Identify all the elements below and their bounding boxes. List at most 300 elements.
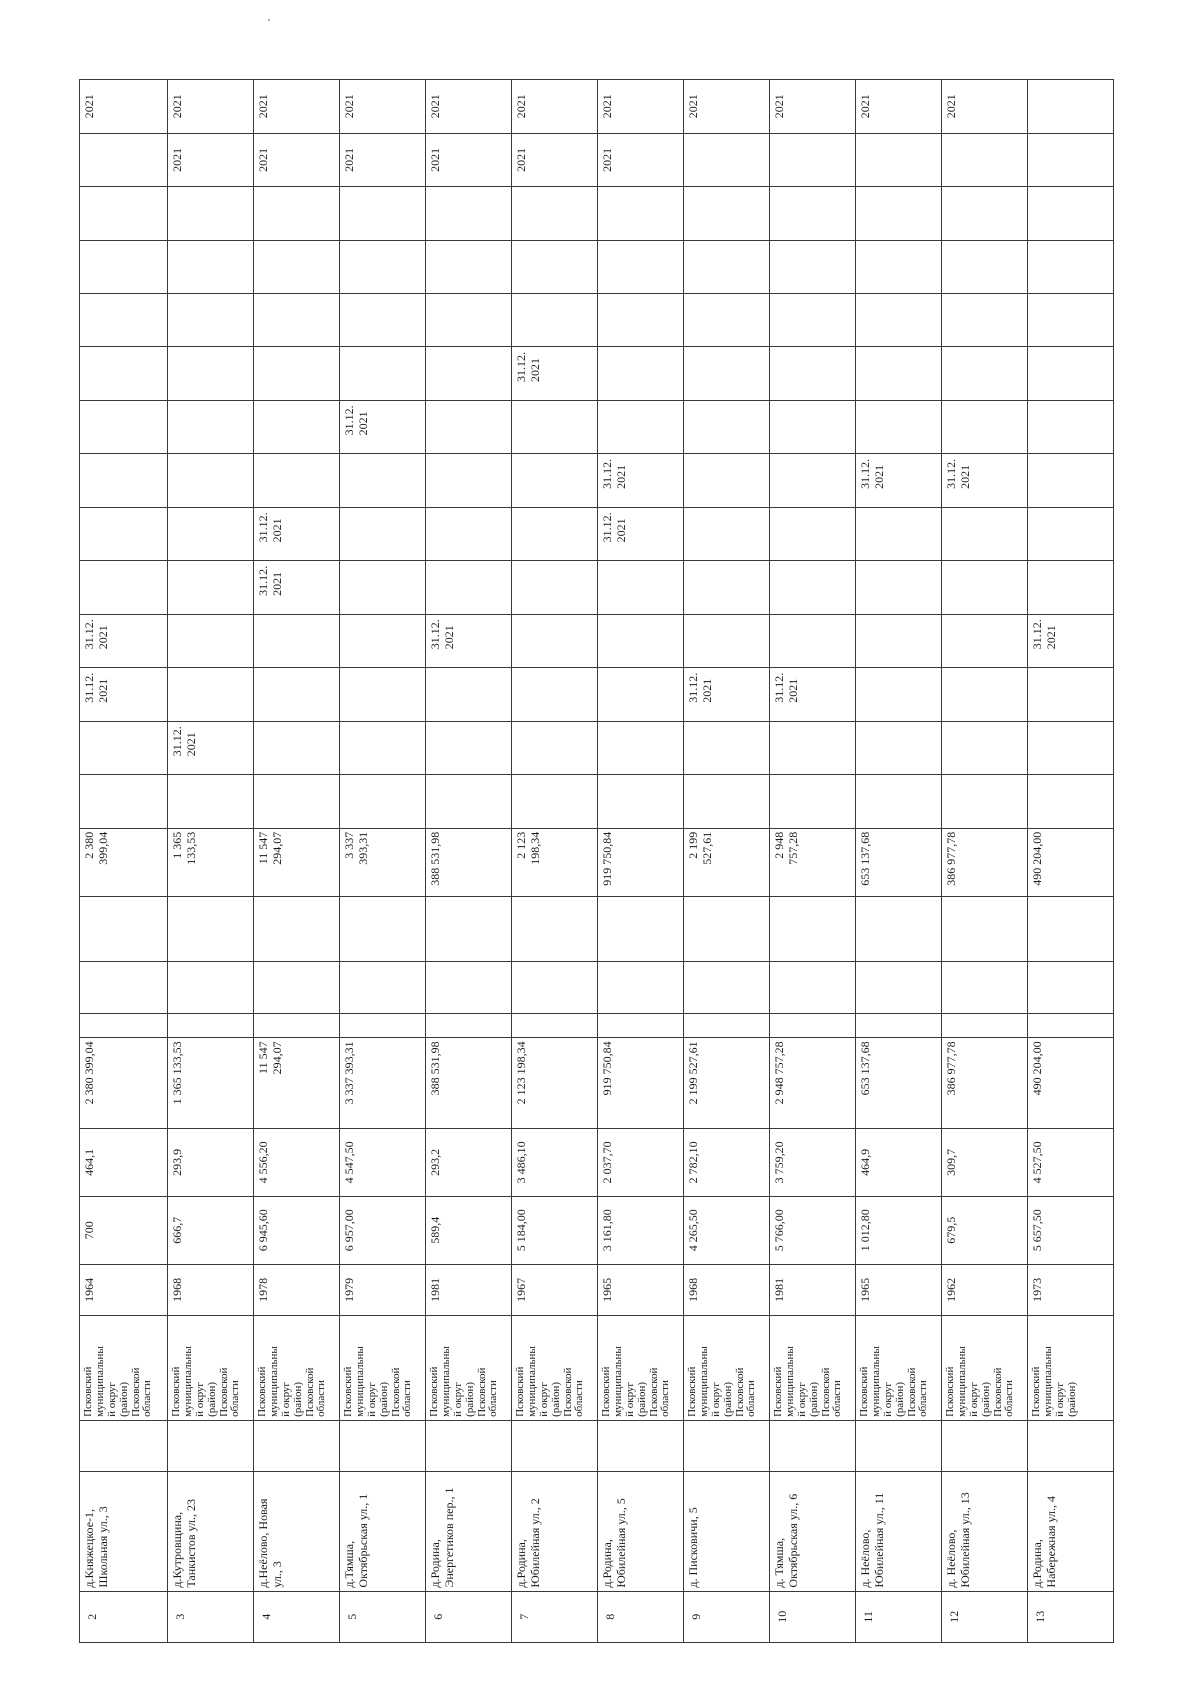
- deadline-cell: [942, 614, 1028, 667]
- deadline-cell: [340, 668, 426, 721]
- plan-year-cell: [770, 133, 856, 186]
- total-cost-cell: 11 547 294,07: [254, 1038, 340, 1128]
- table-row: [168, 80, 254, 1643]
- empty-cell: [340, 775, 426, 828]
- empty-cell: [598, 240, 684, 293]
- owner-cell: Псковский муниципальны й округ (район) Псковской области: [168, 1316, 254, 1421]
- empty-cell: [942, 775, 1028, 828]
- empty-cell: [1028, 240, 1114, 293]
- deadline-cell: [426, 668, 512, 721]
- deadline-cell: 31.12. 2021: [512, 347, 598, 400]
- empty-cell: [168, 1013, 254, 1038]
- row-number-cell: 13: [1028, 1591, 1114, 1642]
- empty-cell: [512, 294, 598, 347]
- plan-year-cell: [1028, 80, 1114, 134]
- living-area-cell: 4 547,50: [340, 1128, 426, 1196]
- deadline-cell: 31.12. 2021: [856, 454, 942, 507]
- table-row: [80, 80, 168, 1643]
- empty-cell: [340, 240, 426, 293]
- empty-cell: [340, 187, 426, 240]
- repair-cost-cell: 3 337 393,31: [340, 828, 426, 896]
- empty-cell: [598, 1420, 684, 1471]
- address-cell: д.Родина, Юбилейная ул., 2: [512, 1472, 598, 1591]
- empty-cell: [598, 962, 684, 1013]
- row-number-cell: 10: [770, 1591, 856, 1642]
- plan-year-cell: 2021: [254, 80, 340, 134]
- empty-cell: [512, 775, 598, 828]
- deadline-cell: [1028, 721, 1114, 774]
- empty-cell: [1028, 294, 1114, 347]
- empty-cell: [770, 240, 856, 293]
- repair-register-table: [79, 79, 1114, 1643]
- total-cost-cell: 1 365 133,53: [168, 1038, 254, 1128]
- repair-cost-cell: 919 750,84: [598, 828, 684, 896]
- deadline-cell: [426, 347, 512, 400]
- empty-cell: [684, 240, 770, 293]
- total-cost-cell: 3 337 393,31: [340, 1038, 426, 1128]
- living-area-cell: 4 527,50: [1028, 1128, 1114, 1196]
- row-number-cell: 11: [856, 1591, 942, 1642]
- empty-cell: [512, 962, 598, 1013]
- total-cost-cell: 2 123 198,34: [512, 1038, 598, 1128]
- deadline-cell: [942, 400, 1028, 453]
- total-area-cell: 1 012,80: [856, 1196, 942, 1264]
- table-row: [340, 80, 426, 1643]
- year-built-cell: 1968: [168, 1264, 254, 1315]
- empty-cell: [80, 1420, 168, 1471]
- total-cost-cell: 386 977,78: [942, 1038, 1028, 1128]
- deadline-cell: [254, 721, 340, 774]
- total-area-cell: 3 161,80: [598, 1196, 684, 1264]
- table-row: [598, 80, 684, 1643]
- empty-cell: [856, 896, 942, 962]
- deadline-cell: 31.12. 2021: [684, 668, 770, 721]
- empty-cell: [80, 187, 168, 240]
- plan-year-cell: 2021: [856, 80, 942, 134]
- deadline-cell: [340, 561, 426, 614]
- plan-year-cell: [684, 133, 770, 186]
- empty-cell: [426, 240, 512, 293]
- empty-cell: [1028, 1420, 1114, 1471]
- deadline-cell: [512, 561, 598, 614]
- empty-cell: [598, 294, 684, 347]
- address-cell: д.Родина, Энергетиков пер., 1: [426, 1472, 512, 1591]
- deadline-cell: [340, 507, 426, 560]
- total-cost-cell: 919 750,84: [598, 1038, 684, 1128]
- total-area-cell: 666,7: [168, 1196, 254, 1264]
- plan-year-cell: 2021: [684, 80, 770, 134]
- deadline-cell: 31.12. 2021: [942, 454, 1028, 507]
- row-number-cell: 6: [426, 1591, 512, 1642]
- deadline-cell: [856, 400, 942, 453]
- living-area-cell: 3 759,20: [770, 1128, 856, 1196]
- deadline-cell: [426, 400, 512, 453]
- empty-cell: [340, 1420, 426, 1471]
- empty-cell: [80, 775, 168, 828]
- deadline-cell: [598, 400, 684, 453]
- owner-cell: Псковский муниципальны й округ (район) Псковской области: [856, 1316, 942, 1421]
- empty-cell: [512, 1420, 598, 1471]
- deadline-cell: 31.12. 2021: [1028, 614, 1114, 667]
- plan-year-cell: 2021: [340, 80, 426, 134]
- deadline-cell: [598, 347, 684, 400]
- deadline-cell: [340, 614, 426, 667]
- table-row: [1028, 80, 1114, 1643]
- deadline-cell: [598, 721, 684, 774]
- empty-cell: [770, 1420, 856, 1471]
- empty-cell: [512, 896, 598, 962]
- address-cell: д.Княжецкое-1, Школьная ул., 3: [80, 1472, 168, 1591]
- deadline-cell: 31.12. 2021: [426, 614, 512, 667]
- repair-cost-cell: 11 547 294,07: [254, 828, 340, 896]
- empty-cell: [168, 1420, 254, 1471]
- deadline-cell: 31.12. 2021: [340, 400, 426, 453]
- empty-cell: [168, 294, 254, 347]
- empty-cell: [598, 187, 684, 240]
- empty-cell: [254, 896, 340, 962]
- deadline-cell: [168, 668, 254, 721]
- empty-cell: [856, 962, 942, 1013]
- deadline-cell: [770, 454, 856, 507]
- address-cell: д. Писковичи, 5: [684, 1472, 770, 1591]
- deadline-cell: [512, 614, 598, 667]
- year-built-cell: 1965: [598, 1264, 684, 1315]
- deadline-cell: [254, 347, 340, 400]
- plan-year-cell: [942, 133, 1028, 186]
- owner-cell: Псковский муниципальны й округ (район) Псковской области: [598, 1316, 684, 1421]
- living-area-cell: 293,9: [168, 1128, 254, 1196]
- owner-cell: Псковский муниципальны й округ (район): [1028, 1316, 1114, 1421]
- living-area-cell: 4 556,20: [254, 1128, 340, 1196]
- deadline-cell: [426, 561, 512, 614]
- deadline-cell: [168, 400, 254, 453]
- address-cell: д. Неёлово, Юбилейная ул., 11: [856, 1472, 942, 1591]
- total-cost-cell: 2 199 527,61: [684, 1038, 770, 1128]
- empty-cell: [80, 294, 168, 347]
- total-cost-cell: 490 204,00: [1028, 1038, 1114, 1128]
- empty-cell: [942, 294, 1028, 347]
- owner-cell: Псковский муниципальны й округ (район) Псковской области: [426, 1316, 512, 1421]
- deadline-cell: 31.12. 2021: [254, 561, 340, 614]
- empty-cell: [1028, 962, 1114, 1013]
- deadline-cell: [684, 400, 770, 453]
- plan-year-cell: 2021: [340, 133, 426, 186]
- empty-cell: [942, 240, 1028, 293]
- deadline-cell: [1028, 400, 1114, 453]
- empty-cell: [80, 240, 168, 293]
- deadline-cell: [856, 721, 942, 774]
- year-built-cell: 1965: [856, 1264, 942, 1315]
- deadline-cell: [80, 721, 168, 774]
- year-built-cell: 1964: [80, 1264, 168, 1315]
- repair-cost-cell: 1 365 133,53: [168, 828, 254, 896]
- empty-cell: [1028, 187, 1114, 240]
- empty-cell: [684, 1013, 770, 1038]
- empty-cell: [598, 896, 684, 962]
- deadline-cell: [770, 400, 856, 453]
- empty-cell: [684, 187, 770, 240]
- deadline-cell: [856, 347, 942, 400]
- living-area-cell: 3 486,10: [512, 1128, 598, 1196]
- empty-cell: [1028, 1013, 1114, 1038]
- address-cell: д.Неёлово, Новая ул., 3: [254, 1472, 340, 1591]
- plan-year-cell: [856, 133, 942, 186]
- repair-cost-cell: 490 204,00: [1028, 828, 1114, 896]
- plan-year-cell: 2021: [426, 80, 512, 134]
- empty-cell: [426, 187, 512, 240]
- deadline-cell: [856, 668, 942, 721]
- deadline-cell: [1028, 668, 1114, 721]
- total-area-cell: 5 766,00: [770, 1196, 856, 1264]
- empty-cell: [340, 896, 426, 962]
- empty-cell: [856, 1420, 942, 1471]
- empty-cell: [598, 1013, 684, 1038]
- deadline-cell: [168, 454, 254, 507]
- table-row: [512, 80, 598, 1643]
- year-built-cell: 1978: [254, 1264, 340, 1315]
- total-cost-cell: 2 948 757,28: [770, 1038, 856, 1128]
- empty-cell: [684, 1420, 770, 1471]
- total-cost-cell: 2 380 399,04: [80, 1038, 168, 1128]
- repair-cost-cell: 2 380 399,04: [80, 828, 168, 896]
- plan-year-cell: 2021: [512, 133, 598, 186]
- empty-cell: [856, 1013, 942, 1038]
- living-area-cell: 309,7: [942, 1128, 1028, 1196]
- deadline-cell: [512, 400, 598, 453]
- empty-cell: [856, 240, 942, 293]
- deadline-cell: [254, 454, 340, 507]
- row-number-cell: 7: [512, 1591, 598, 1642]
- deadline-cell: [80, 561, 168, 614]
- empty-cell: [770, 896, 856, 962]
- repair-cost-cell: 2 199 527,61: [684, 828, 770, 896]
- owner-cell: Псковский муниципальны й округ (район) Псковской области: [254, 1316, 340, 1421]
- total-area-cell: 700: [80, 1196, 168, 1264]
- repair-cost-cell: 2 123 198,34: [512, 828, 598, 896]
- repair-cost-cell: 386 977,78: [942, 828, 1028, 896]
- living-area-cell: 464,9: [856, 1128, 942, 1196]
- address-cell: д.Кутровщина, Танкистов ул., 23: [168, 1472, 254, 1591]
- empty-cell: [856, 187, 942, 240]
- owner-cell: Псковский муниципальны й округ (район) Псковской области: [80, 1316, 168, 1421]
- empty-cell: [942, 896, 1028, 962]
- deadline-cell: [684, 614, 770, 667]
- empty-cell: [80, 1013, 168, 1038]
- deadline-cell: [770, 347, 856, 400]
- row-number-cell: 3: [168, 1591, 254, 1642]
- plan-year-cell: 2021: [512, 80, 598, 134]
- plan-year-cell: 2021: [598, 133, 684, 186]
- row-number-cell: 8: [598, 1591, 684, 1642]
- empty-cell: [684, 294, 770, 347]
- deadline-cell: [942, 347, 1028, 400]
- year-built-cell: 1973: [1028, 1264, 1114, 1315]
- deadline-cell: [684, 721, 770, 774]
- owner-cell: Псковский муниципальны й округ (район) Псковской области: [340, 1316, 426, 1421]
- empty-cell: [770, 294, 856, 347]
- empty-cell: [770, 1013, 856, 1038]
- empty-cell: [168, 896, 254, 962]
- deadline-cell: [80, 507, 168, 560]
- deadline-cell: [1028, 347, 1114, 400]
- address-cell: д.Родина, Юбилейная ул., 5: [598, 1472, 684, 1591]
- deadline-cell: [684, 507, 770, 560]
- deadline-cell: [512, 507, 598, 560]
- empty-cell: [426, 896, 512, 962]
- table-row: [942, 80, 1028, 1643]
- address-cell: д.Родина, Набережная ул., 4: [1028, 1472, 1114, 1591]
- deadline-cell: 31.12. 2021: [80, 668, 168, 721]
- deadline-cell: [340, 347, 426, 400]
- total-area-cell: 6 945,60: [254, 1196, 340, 1264]
- empty-cell: [168, 240, 254, 293]
- empty-cell: [254, 1013, 340, 1038]
- empty-cell: [254, 294, 340, 347]
- deadline-cell: [426, 507, 512, 560]
- owner-cell: Псковский муниципальны й округ (район) Псковской области: [684, 1316, 770, 1421]
- empty-cell: [942, 1420, 1028, 1471]
- deadline-cell: [168, 561, 254, 614]
- year-built-cell: 1979: [340, 1264, 426, 1315]
- deadline-cell: [856, 507, 942, 560]
- deadline-cell: [856, 561, 942, 614]
- plan-year-cell: [1028, 133, 1114, 186]
- deadline-cell: [80, 347, 168, 400]
- empty-cell: [684, 775, 770, 828]
- empty-cell: [684, 896, 770, 962]
- empty-cell: [340, 1013, 426, 1038]
- deadline-cell: [1028, 507, 1114, 560]
- deadline-cell: [856, 614, 942, 667]
- empty-cell: [942, 187, 1028, 240]
- deadline-cell: [770, 721, 856, 774]
- deadline-cell: [942, 561, 1028, 614]
- empty-cell: [168, 187, 254, 240]
- empty-cell: [770, 187, 856, 240]
- total-cost-cell: 653 137,68: [856, 1038, 942, 1128]
- scan-speck: [268, 19, 270, 21]
- empty-cell: [598, 775, 684, 828]
- deadline-cell: [1028, 454, 1114, 507]
- deadline-cell: [254, 614, 340, 667]
- deadline-cell: [684, 347, 770, 400]
- empty-cell: [80, 962, 168, 1013]
- deadline-cell: [770, 507, 856, 560]
- table-row: [684, 80, 770, 1643]
- deadline-cell: [512, 721, 598, 774]
- owner-cell: Псковский муниципальны й округ (район) Псковской области: [942, 1316, 1028, 1421]
- deadline-cell: [598, 668, 684, 721]
- deadline-cell: [512, 454, 598, 507]
- deadline-cell: [770, 561, 856, 614]
- deadline-cell: [426, 721, 512, 774]
- deadline-cell: 31.12. 2021: [80, 614, 168, 667]
- living-area-cell: 293,2: [426, 1128, 512, 1196]
- owner-cell: Псковский муниципальны й округ (район) Псковской области: [770, 1316, 856, 1421]
- deadline-cell: 31.12. 2021: [598, 454, 684, 507]
- repair-cost-cell: 2 948 757,28: [770, 828, 856, 896]
- deadline-cell: [168, 347, 254, 400]
- total-area-cell: 4 265,50: [684, 1196, 770, 1264]
- living-area-cell: 464,1: [80, 1128, 168, 1196]
- deadline-cell: [254, 668, 340, 721]
- deadline-cell: [426, 454, 512, 507]
- deadline-cell: [512, 668, 598, 721]
- deadline-cell: [340, 721, 426, 774]
- empty-cell: [1028, 896, 1114, 962]
- deadline-cell: 31.12. 2021: [168, 721, 254, 774]
- empty-cell: [684, 962, 770, 1013]
- plan-year-cell: 2021: [942, 80, 1028, 134]
- plan-year-cell: 2021: [426, 133, 512, 186]
- empty-cell: [168, 962, 254, 1013]
- empty-cell: [254, 187, 340, 240]
- row-number-cell: 2: [80, 1591, 168, 1642]
- year-built-cell: 1967: [512, 1264, 598, 1315]
- living-area-cell: 2 782,10: [684, 1128, 770, 1196]
- row-number-cell: 5: [340, 1591, 426, 1642]
- empty-cell: [426, 775, 512, 828]
- year-built-cell: 1981: [770, 1264, 856, 1315]
- total-area-cell: 589,4: [426, 1196, 512, 1264]
- table-row: [254, 80, 340, 1643]
- total-area-cell: 5 184,00: [512, 1196, 598, 1264]
- deadline-cell: [80, 454, 168, 507]
- deadline-cell: [1028, 561, 1114, 614]
- empty-cell: [512, 240, 598, 293]
- empty-cell: [512, 187, 598, 240]
- deadline-cell: 31.12. 2021: [598, 507, 684, 560]
- owner-cell: Псковский муниципальны й округ (район) Псковской области: [512, 1316, 598, 1421]
- repair-cost-cell: 388 531,98: [426, 828, 512, 896]
- plan-year-cell: 2021: [598, 80, 684, 134]
- empty-cell: [426, 1013, 512, 1038]
- deadline-cell: [942, 721, 1028, 774]
- total-area-cell: 6 957,00: [340, 1196, 426, 1264]
- deadline-cell: [598, 614, 684, 667]
- empty-cell: [1028, 775, 1114, 828]
- empty-cell: [856, 294, 942, 347]
- empty-cell: [168, 775, 254, 828]
- empty-cell: [80, 896, 168, 962]
- table-body: [80, 80, 1114, 1643]
- address-cell: д. Неёлово, Юбилейная ул., 13: [942, 1472, 1028, 1591]
- empty-cell: [942, 962, 1028, 1013]
- address-cell: д.Тямша, Октябрьская ул., 1: [340, 1472, 426, 1591]
- year-built-cell: 1981: [426, 1264, 512, 1315]
- empty-cell: [254, 240, 340, 293]
- empty-cell: [340, 294, 426, 347]
- table-row: [770, 80, 856, 1643]
- empty-cell: [426, 294, 512, 347]
- empty-cell: [770, 962, 856, 1013]
- deadline-cell: [942, 507, 1028, 560]
- deadline-cell: [168, 507, 254, 560]
- repair-cost-cell: 653 137,68: [856, 828, 942, 896]
- row-number-cell: 9: [684, 1591, 770, 1642]
- empty-cell: [426, 962, 512, 1013]
- address-cell: д. Тямша, Октябрьская ул., 6: [770, 1472, 856, 1591]
- deadline-cell: [598, 561, 684, 614]
- deadline-cell: 31.12. 2021: [770, 668, 856, 721]
- plan-year-cell: 2021: [80, 80, 168, 134]
- deadline-cell: [340, 454, 426, 507]
- empty-cell: [254, 1420, 340, 1471]
- row-number-cell: 12: [942, 1591, 1028, 1642]
- plan-year-cell: 2021: [168, 133, 254, 186]
- deadline-cell: [942, 668, 1028, 721]
- table-row: [856, 80, 942, 1643]
